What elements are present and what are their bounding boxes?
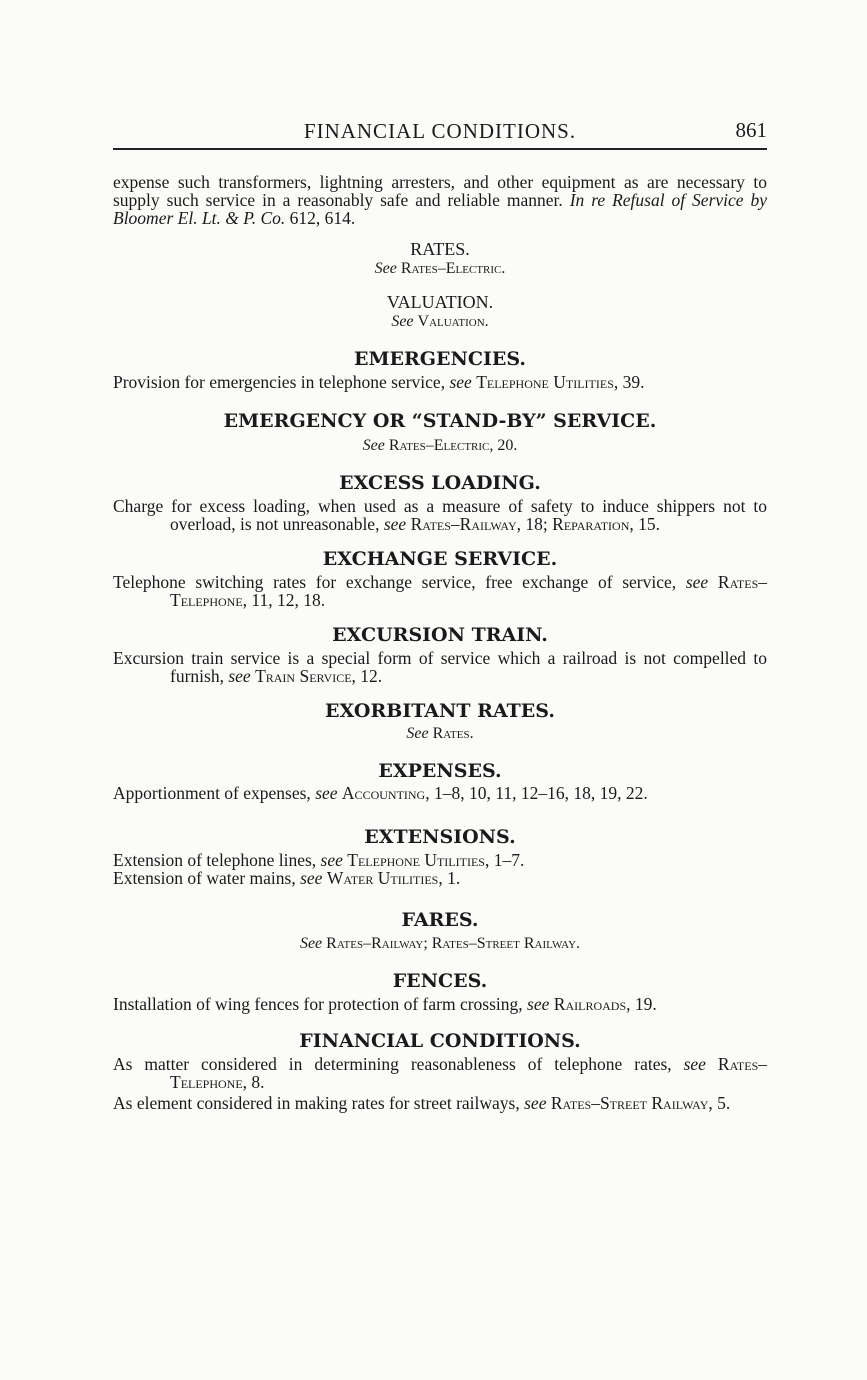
heading-extensions: EXTENSIONS.: [364, 826, 516, 848]
cross-reference: Rates.: [432, 725, 474, 742]
cross-reference: Rates–Electric, 20.: [388, 437, 518, 454]
see-word: see: [315, 783, 338, 803]
rates-see-ref: Rates–Electric.: [400, 260, 506, 277]
intro-text: expense such transformers, lightning arresters, and other equipment as are necessary to supply such service in a reasonably safe and reliable manner.: [113, 172, 767, 210]
see-word: See: [362, 437, 385, 454]
heading-exorbitant-rates: EXORBITANT RATES.: [325, 700, 555, 722]
entry-text: As matter considered in determining reasonableness of telephone rates,: [113, 1054, 672, 1074]
cross-reference: Rates–Railway; Rates–Street Railway.: [326, 935, 581, 952]
intro-citation: In re Refusal of Service by Bloomer El. Lt. & P. Co.: [113, 190, 768, 228]
heading-expenses: EXPENSES.: [378, 760, 502, 782]
see-word: see: [527, 994, 550, 1014]
heading-fences: FENCES.: [392, 970, 488, 992]
cross-reference: Accounting, 1–8, 10, 11, 12–16, 18, 19, 22.: [341, 783, 648, 803]
entry-fences: [113, 995, 767, 1013]
entry-text: Provision for emergencies in telephone service,: [113, 372, 446, 392]
book-page: [113, 118, 767, 1112]
valuation-see-ref: Valuation.: [417, 313, 489, 330]
standby-see: [113, 436, 767, 455]
entry-text: Apportionment of expenses,: [113, 783, 311, 803]
entry-text: Installation of wing fences for protection of farm crossing,: [113, 994, 523, 1014]
entry-telephone-lines: [113, 851, 767, 869]
entry-water-mains: [113, 869, 767, 887]
exorbitant-rates-see: [113, 724, 767, 743]
cross-reference: Rates–Telephone, 11, 12, 18.: [170, 572, 768, 610]
cross-reference: Railroads, 19.: [553, 994, 657, 1014]
rates-see-word: See: [374, 260, 397, 277]
entry-emergencies: [113, 373, 767, 391]
heading-exchange-service: EXCHANGE SERVICE.: [322, 548, 558, 570]
fares-see: [113, 934, 767, 953]
entry-text: Extension of water mains,: [113, 868, 296, 888]
intro-pages: 612, 614.: [289, 208, 356, 228]
see-word: see: [320, 850, 343, 870]
intro-paragraph: [113, 173, 767, 227]
heading-excursion-train: EXCURSION TRAIN.: [332, 624, 548, 646]
see-word: See: [406, 725, 429, 742]
valuation-see: [113, 312, 767, 331]
entry-excursion-train: [113, 649, 767, 685]
cross-reference: Rates–Street Railway, 5.: [550, 1093, 731, 1113]
valuation-see-word: See: [391, 313, 414, 330]
see-word: see: [685, 572, 709, 592]
entry-telephone-rates: [113, 1055, 767, 1091]
see-word: see: [524, 1093, 547, 1113]
rates-subheading: RATES.: [410, 239, 470, 259]
cross-reference: Telephone Utilities, 1–7.: [347, 850, 525, 870]
see-word: see: [383, 514, 407, 534]
running-title: FINANCIAL CONDITIONS.: [303, 119, 577, 143]
heading-excess-loading: EXCESS LOADING.: [339, 472, 541, 494]
heading-standby-service: EMERGENCY OR “STAND-BY” SERVICE.: [223, 410, 657, 432]
cross-reference: Rates–Telephone, 8.: [170, 1054, 768, 1092]
entry-excess-loading: [113, 497, 767, 533]
heading-financial-conditions: FINANCIAL CONDITIONS.: [299, 1030, 581, 1052]
heading-fares: FARES.: [401, 909, 479, 931]
cross-reference: Telephone Utilities, 39.: [476, 372, 645, 392]
see-word: see: [228, 666, 251, 686]
entry-text: Excursion train service is a special form of service which a railroad is not compelled to furnish,: [113, 648, 767, 686]
entry-text: Extension of telephone lines,: [113, 850, 317, 870]
entry-exchange-service: [113, 573, 767, 609]
entry-expenses: [113, 784, 767, 802]
heading-emergencies: EMERGENCIES.: [353, 348, 526, 370]
cross-reference: Train Service, 12.: [255, 666, 383, 686]
see-word: see: [300, 868, 323, 888]
entry-street-railways: [113, 1094, 767, 1112]
see-word: see: [683, 1054, 706, 1074]
valuation-subheading: VALUATION.: [386, 292, 494, 312]
see-word: See: [299, 935, 323, 952]
see-word: see: [449, 372, 472, 392]
rates-see: [113, 259, 767, 278]
cross-reference: Rates–Railway, 18; Reparation, 15.: [410, 514, 661, 534]
page-number: 861: [735, 118, 767, 142]
cross-reference: Water Utilities, 1.: [326, 868, 461, 888]
entry-text: Telephone switching rates for exchange service, free exchange of service,: [113, 572, 677, 592]
entry-text: As element considered in making rates for street railways,: [113, 1093, 520, 1113]
entry-text: Charge for excess loading, when used as a measure of safety to induce shippers not to overload, is not unreasonable,: [113, 496, 767, 534]
running-header: [113, 118, 767, 150]
